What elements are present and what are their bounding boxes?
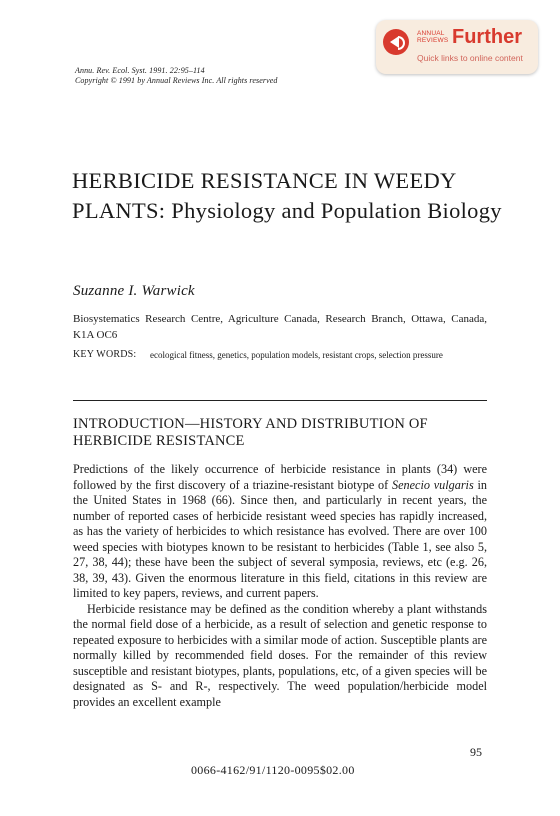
paragraph-1-text-b: in the United States in 1968 (66). Since then, and particularly in recent years, the number of reported cases of herbicide resistant weed species has rapidly increased, as has the variety of herbicides to which resistance has evolved. There are over 100 weed species with biotypes known to be resistant to herbicides (Table 1, see also 5, 27, 38, 44); these have been the subject of several symposia, reviews, etc (e.g. 26, 38, 39, 43). Given the enormous literature in this field, citations in this review are limited to key papers, reviews, and current papers. — [73, 477, 487, 600]
article-title: HERBICIDE RESISTANCE IN WEEDY PLANTS: Physiology and Population Biology — [72, 168, 502, 223]
article-body — [73, 462, 487, 710]
section-heading: INTRODUCTION—HISTORY AND DISTRIBUTION OF HERBICIDE RESISTANCE — [73, 416, 428, 449]
keywords-list: ecological fitness, genetics, population models, resistant crops, selection pressure — [150, 350, 443, 360]
further-label: Further — [452, 26, 522, 48]
further-tagline: Quick links to online content — [417, 53, 523, 63]
author-name: Suzanne I. Warwick — [73, 283, 195, 299]
keywords-label: KEY WORDS: — [73, 349, 137, 360]
annual-reviews-label: ANNUAL REVIEWS — [417, 30, 449, 44]
journal-header — [75, 66, 277, 86]
paragraph-2: Herbicide resistance may be defined as the condition whereby a plant withstands the normal field dose of a herbicide, as a result of selection and genetic response to repeated exposure to herbicides with a similar mode of action. Susceptible plants are normally killed by recommended field doses. For the remainder of this review susceptible and resistant biotypes, plants, populations, etc, of a given species will be designated as S- and R-, respectively. The weed population/herbicide model provides an excellent example — [73, 601, 487, 709]
page-number: 95 — [470, 745, 482, 759]
journal-citation: Annu. Rev. Ecol. Syst. 1991. 22:95–114 — [75, 66, 205, 75]
section-divider — [73, 400, 487, 401]
copyright-notice: Copyright © 1991 by Annual Reviews Inc. All rights reserved — [75, 76, 278, 85]
footer-code: 0066-4162/91/1120-0095$02.00 — [191, 763, 355, 777]
annual-reviews-further-badge[interactable] — [376, 20, 538, 74]
author-affiliation: Biosystematics Research Centre, Agriculture Canada, Research Branch, Ottawa, Canada, K1A OC6 — [73, 313, 487, 341]
paragraph-1-text-a: Predictions of the likely occurrence of herbicide resistance in plants (34) were followed by the first discovery of a triazine-resistant biotype of — [73, 462, 487, 492]
speaker-icon — [383, 29, 409, 55]
paragraph-1 — [73, 462, 487, 602]
species-name: Senecio vulgaris — [392, 477, 474, 492]
